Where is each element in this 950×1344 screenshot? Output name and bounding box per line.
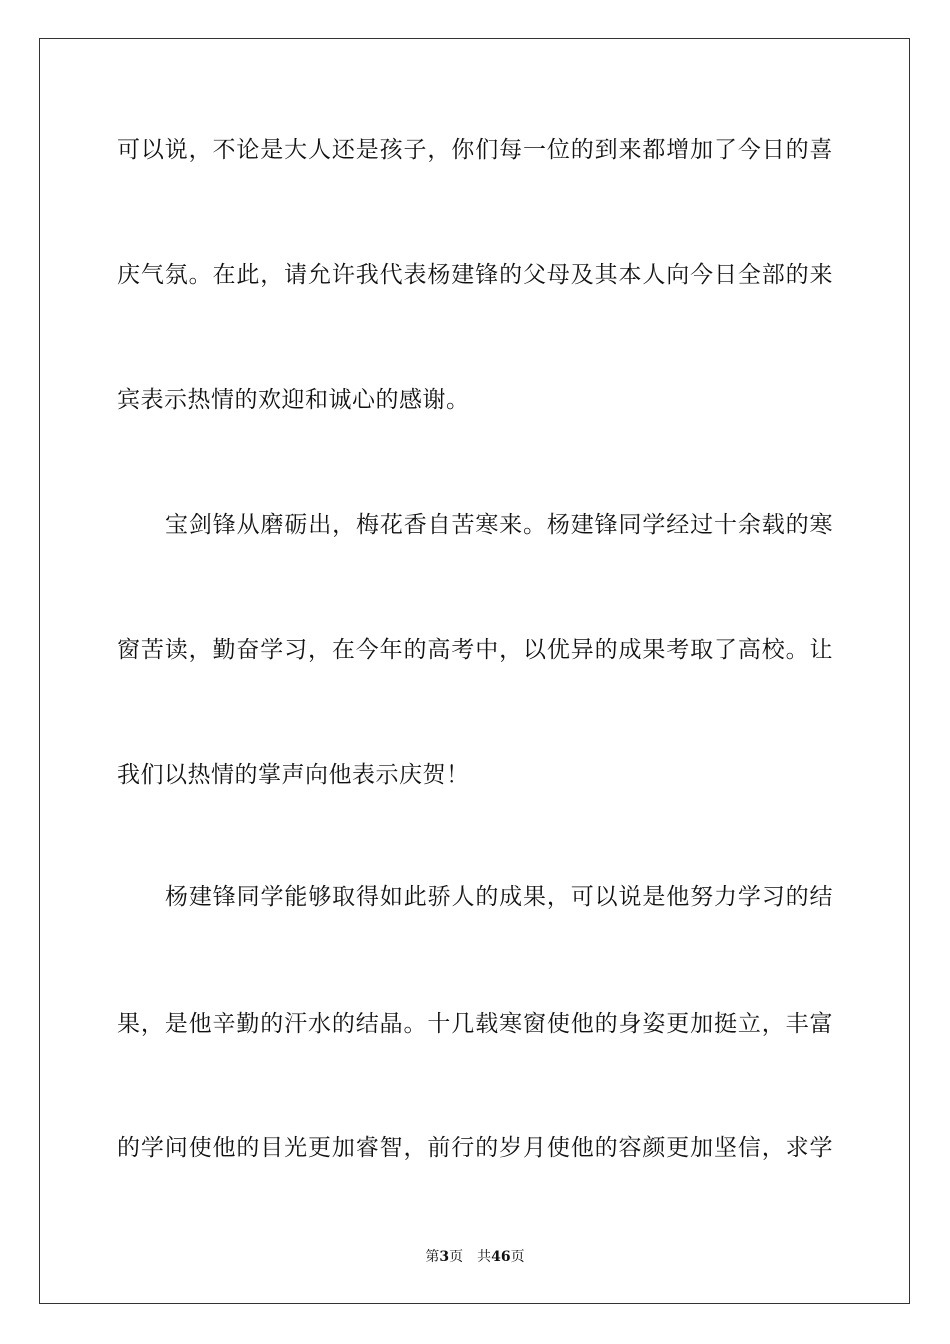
paragraph-3-first-line: 杨建锋同学能够取得如此骄人的成果，可以说是他努力学习的结 [165, 884, 833, 910]
footer-total-prefix: 共 [477, 1249, 492, 1265]
text-line-6: 我们以热情的掌声向他表示庆贺！ [117, 762, 470, 788]
text-line-8: 果，是他辛勤的汗水的结晶。十几载寒窗使他的身姿更加挺立，丰富 [117, 1011, 833, 1037]
text-line-9: 的学问使他的目光更加睿智，前行的岁月使他的容颜更加坚信，求学 [117, 1135, 833, 1161]
footer-page-suffix: 页 [449, 1249, 464, 1265]
paragraph-2-first-line: 宝剑锋从磨砺出，梅花香自苦寒来。杨建锋同学经过十余载的寒 [165, 512, 833, 538]
page-border [39, 38, 910, 1304]
footer-page-number: 3 [439, 1249, 450, 1265]
footer-total-pages: 46 [491, 1249, 511, 1265]
footer-page-prefix: 第 [425, 1249, 440, 1265]
text-line-2: 庆气氛。在此，请允许我代表杨建锋的父母及其本人向今日全部的来 [117, 262, 833, 288]
text-line-5: 窗苦读，勤奋学习，在今年的高考中，以优异的成果考取了高校。让 [117, 637, 833, 663]
text-line-3: 宾表示热情的欢迎和诚心的感谢。 [117, 387, 470, 413]
footer-total-suffix: 页 [510, 1249, 525, 1265]
page-footer [0, 1248, 950, 1266]
text-line-1: 可以说，不论是大人还是孩子，你们每一位的到来都增加了今日的喜 [117, 137, 833, 163]
